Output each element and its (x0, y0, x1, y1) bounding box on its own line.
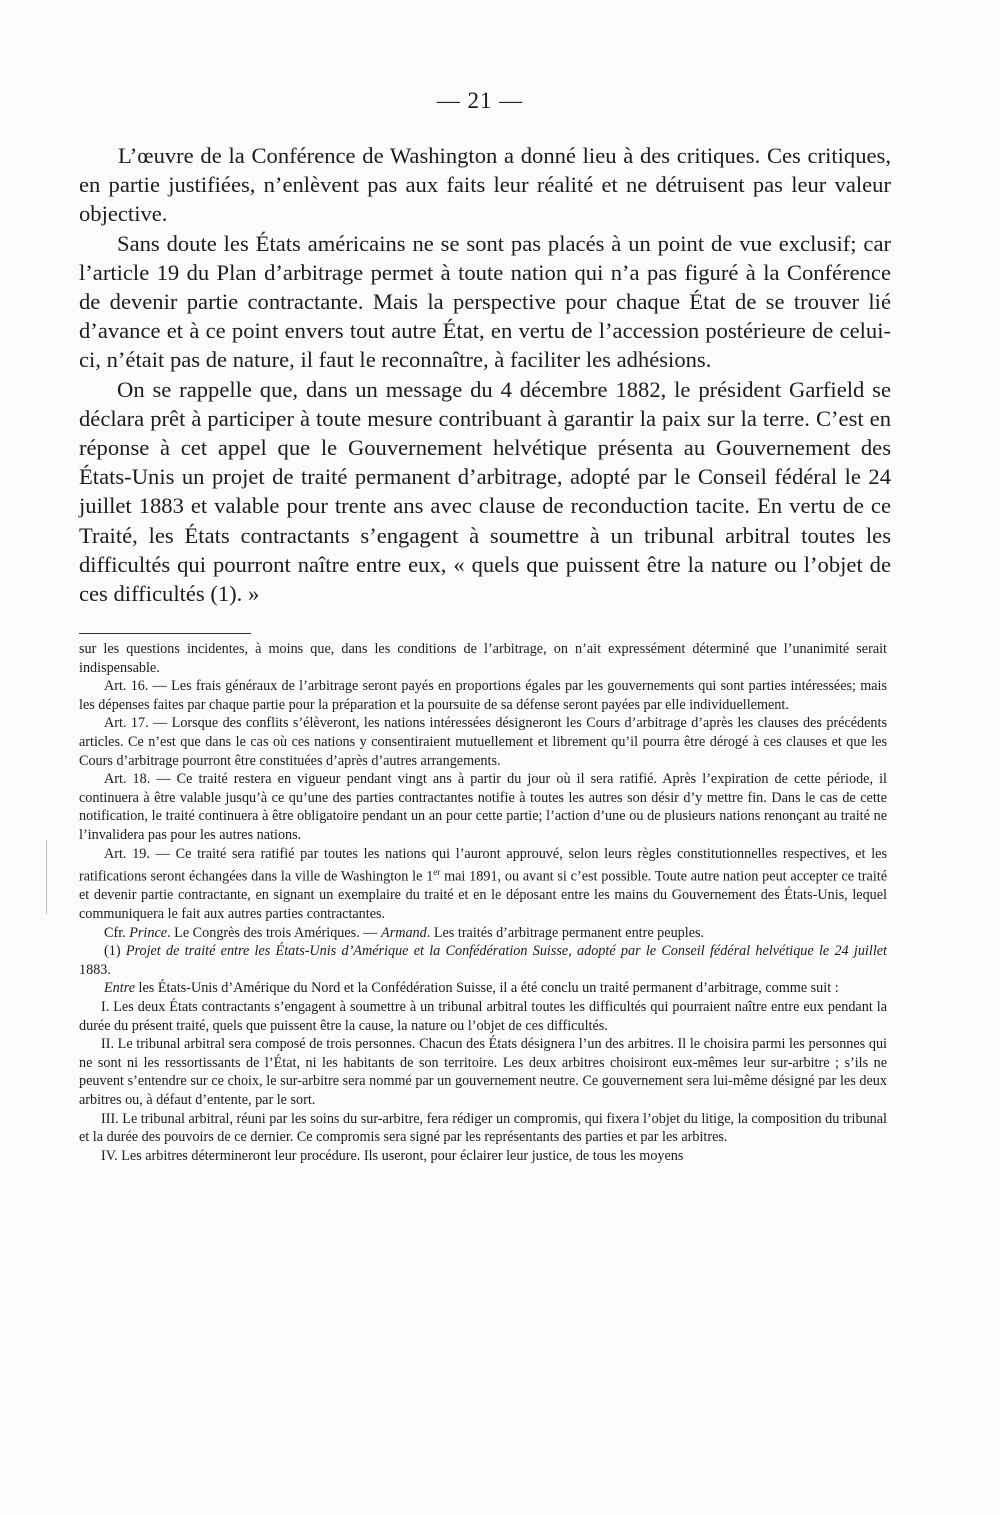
footnote-1-number: (1) (104, 943, 126, 960)
footnote-separator (79, 633, 251, 634)
paragraph-2: Sans doute les États américains ne se sont pas placés à un point de vue exclusif; car l’article 19 du Plan d’arbitrage permet à toute nation qui n’a pas figuré à la Conférence de devenir partie contractante. Mais la perspective pour chaque État de se trouver lié d’avance et à ce point envers tout autre État, en vertu de l’accession postérieure de celui-ci, n’était pas de nature, il faut le reconnaître, à faciliter les adhésions. (79, 230, 891, 373)
article-19-superscript: er (433, 867, 441, 878)
article-17: Art. 17. — Lorsque des conflits s’élèveront, les nations intéressées désigneront les Cours d’arbitrage d’après les clauses des précédents articles. Ce n’est que dans le cas où ces nations y consentiraient mutuellement et librement qu’il pourra être dérogé à ces clauses et que les Cours d’arbitrage pourront être constituées d’après d’autres arrangements. (79, 715, 887, 769)
treaty-article-i: I. Les deux États contractants s’engagent à soumettre à un tribunal arbitral toutes les difficultés qui pourraient naître entre eux pendant la durée du présent traité, quels que puissent être la cause, la nature ou l’objet de ces difficultés. (79, 999, 887, 1034)
article-19-text-a: Art. 19. — Ce traité sera ratifié par toutes les nations qui l’auront approuvé, selon leurs règles constitutionnelles respectives, et les ratifications seront échangées dans la ville de Washington le 1 (79, 845, 887, 885)
footnote-continuation: sur les questions incidentes, à moins que, dans les conditions de l’arbitrage, on n’ait expressément déterminé que l’unanimité serait indispensable. (79, 641, 887, 676)
treaty-article-ii: II. Le tribunal arbitral sera composé de trois personnes. Chacun des États désignera l’un des arbitres. Il le choisira parmi les personnes qui ne sont ni les ressortissants de l’État, ni les habitants de son territoire. Les deux arbitres choisiront eux-mêmes leur sur-arbitre ; s’ils ne peuvent s’entendre sur ce choix, le sur-arbitre sera nommé par un gouvernement neutre. Ce gouvernement sera lui-même désigné par les deux arbitres ou, à défaut d’entente, par le sort. (79, 1036, 887, 1108)
footnote-1-title: Projet de traité entre les États-Unis d’Amérique et la Confédération Suisse, adopté par le Conseil fédéral helvétique le (125, 943, 835, 960)
treaty-article-iv: IV. Les arbitres détermineront leur procédure. Ils useront, pour éclairer leur justice, de tous les moyens (101, 1147, 684, 1164)
footnote-1-heading (79, 942, 887, 979)
paragraph-3: On se rappelle que, dans un message du 4 décembre 1882, le président Garfield se déclara prêt à participer à toute mesure contribuant à garantir la paix sur la terre. C’est en réponse à cet appel que le Gouvernement helvétique présenta au Gouvernement des États-Unis un projet de traité permanent d’arbitrage, adopté par le Conseil fédéral le 24 juillet 1883 et valable pour trente ans avec clause de reconduction tacite. En vertu de ce Traité, les États contractants s’engagent à soumettre à un tribunal arbitral toutes les difficultés qui pourront naître entre eux, « quels que puissent être la nature ou l’objet de ces difficultés (1). » (79, 376, 891, 607)
article-18: Art. 18. — Ce traité restera en vigueur pendant vingt ans à partir du jour où il sera ratifié. Après l’expiration de cette période, il continuera à être valable jusqu’à ce qu’une des parties contractantes notifie à toutes les autres son désir d’y mettre fin. Dans le cas de cette notification, le traité continuera à être obligatoire pendant un an pour cette partie; l’action d’une ou de plusieurs nations renonçant au traité ne l’invalidera pas pour les autres nations. (79, 771, 887, 843)
treaty-article-iii: III. Le tribunal arbitral, réuni par les soins du sur-arbitre, fera rédiger un compromis, qui fixera l’objet du litige, la composition du tribunal et la durée des pouvoirs de ce dernier. Ce compromis sera signé par les représentants des parties et par les arbitres. (79, 1110, 887, 1146)
treaty-preamble-lead: Entre (104, 980, 135, 997)
citation (79, 924, 887, 943)
footnote-1-year: 1883. (79, 961, 111, 978)
article-19 (79, 845, 887, 924)
margin-mark (46, 840, 47, 914)
citation-title-1: . Le Congrès des trois Amériques. — (167, 924, 382, 941)
treaty-preamble (79, 979, 887, 998)
citation-author-1: Prince (129, 924, 168, 941)
treaty-preamble-text: les États-Unis d’Amérique du Nord et la Confédération Suisse, il a été conclu un traité permanent d’arbitrage, comme suit : (135, 980, 839, 997)
article-16: Art. 16. — Les frais généraux de l’arbitrage seront payés en proportions égales par les gouvernements qui sont parties intéressées; mais les dépenses faites par chaque partie pour la préparation et la poursuite de sa défense seront payées par elle individuellement. (79, 678, 887, 713)
page-number: — 21 — (436, 88, 524, 113)
main-text (79, 141, 891, 608)
paragraph-1: L’œuvre de la Conférence de Washington a donné lieu à des critiques. Ces critiques, en partie justifiées, n’enlèvent pas aux faits leur réalité et ne détruisent pas leur valeur objective. (79, 143, 891, 227)
citation-author-2: Armand (381, 924, 427, 941)
article-19-text-b: mai 1891, ou avant si c’est possible. Toute autre nation peut accepter ce traité et devenir partie contractante, en signant un exemplaire du traité et en le déposant entre les mains du Gouvernement des États-Unis, lequel communiquera le fait aux autres parties contractantes. (79, 868, 887, 923)
citation-prefix: Cfr. (104, 924, 130, 941)
citation-title-2: . Les traités d’arbitrage permanent entre peuples. (426, 924, 705, 941)
footnote-1-date: 24 juillet (834, 943, 887, 960)
footnotes (79, 640, 887, 1165)
